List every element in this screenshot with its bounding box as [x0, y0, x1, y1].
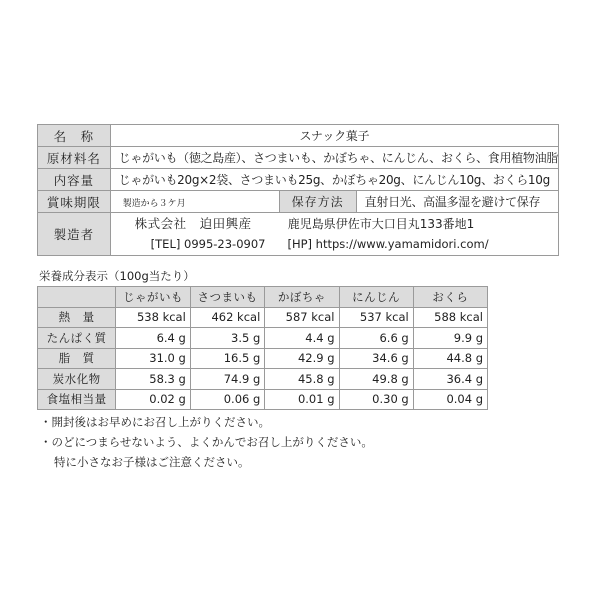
table-cell: 45.8 g [265, 369, 339, 390]
table-cell: 31.0 g [116, 348, 190, 369]
table-cell: 0.04 g [413, 389, 487, 410]
row-label: 熱 量 [38, 307, 116, 328]
name-row [38, 125, 559, 147]
name-label: 名 称 [38, 125, 111, 147]
note-line-3: 特に小さなお子様はご注意ください。 [54, 455, 250, 469]
nutrition-header-row [38, 287, 488, 308]
product-info-table [37, 124, 559, 256]
table-cell: 537 kcal [339, 307, 413, 328]
row-label: 炭水化物 [38, 369, 116, 390]
note-line-2: ・のどにつまらせないよう、よくかんでお召し上がりください。 [40, 435, 373, 449]
table-row [38, 328, 488, 349]
maker-tel: [TEL] 0995-23-0907 [150, 237, 266, 251]
name-value: スナック菓子 [110, 125, 558, 147]
column-header: かぼちゃ [265, 287, 339, 308]
maker-line-2 [111, 234, 558, 254]
row-label: たんぱく質 [38, 328, 116, 349]
shelf-life-label: 賞味期限 [38, 191, 111, 213]
column-header: さつまいも [190, 287, 264, 308]
table-cell: 16.5 g [190, 348, 264, 369]
table-cell: 0.02 g [116, 389, 190, 410]
maker-label: 製造者 [38, 213, 111, 256]
column-header: にんじん [339, 287, 413, 308]
table-row [38, 389, 488, 410]
table-cell: 0.01 g [265, 389, 339, 410]
table-cell: 3.5 g [190, 328, 264, 349]
table-cell: 538 kcal [116, 307, 190, 328]
table-cell: 6.6 g [339, 328, 413, 349]
shelf-storage-row [38, 191, 559, 213]
maker-line-1 [111, 214, 558, 234]
table-cell: 6.4 g [116, 328, 190, 349]
ingredients-row [38, 147, 559, 169]
table-cell: 49.8 g [339, 369, 413, 390]
table-cell: 587 kcal [265, 307, 339, 328]
column-header: おくら [413, 287, 487, 308]
maker-row [38, 213, 559, 256]
table-cell: 462 kcal [190, 307, 264, 328]
table-cell: 9.9 g [413, 328, 487, 349]
table-row [38, 348, 488, 369]
shelf-life-text: 製造から３ケ月 [122, 198, 186, 209]
table-cell: 0.30 g [339, 389, 413, 410]
maker-address: 鹿児島県伊佐市大口目丸133番地1 [287, 217, 475, 231]
nutrition-header-blank [38, 287, 116, 308]
table-cell: 74.9 g [190, 369, 264, 390]
shelf-life-value [110, 191, 279, 213]
maker-value [110, 213, 558, 256]
table-cell: 44.8 g [413, 348, 487, 369]
table-row [38, 369, 488, 390]
ingredients-label: 原材料名 [38, 147, 111, 169]
row-label: 脂 質 [38, 348, 116, 369]
storage-value: 直射日光、高温多湿を避けて保存 [356, 191, 558, 213]
table-row [38, 307, 488, 328]
ingredients-value: じゃがいも（徳之島産）、さつまいも、かぼちゃ、にんじん、おくら、食用植物油脂 [110, 147, 558, 169]
column-header: じゃがいも [116, 287, 190, 308]
nutrition-title: 栄養成分表示（100g当たり） [39, 269, 195, 283]
nutrition-table [37, 286, 488, 410]
contents-row [38, 169, 559, 191]
contents-label: 内容量 [38, 169, 111, 191]
contents-value: じゃがいも20g×2袋、さつまいも25g、かぼちゃ20g、にんじん10g、おくら10g [110, 169, 558, 191]
table-cell: 58.3 g [116, 369, 190, 390]
maker-company: 株式会社 迫田興産 [134, 216, 252, 231]
table-cell: 4.4 g [265, 328, 339, 349]
table-cell: 42.9 g [265, 348, 339, 369]
table-cell: 36.4 g [413, 369, 487, 390]
note-line-1: ・開封後はお早めにお召し上がりください。 [40, 415, 270, 429]
table-cell: 34.6 g [339, 348, 413, 369]
storage-label: 保存方法 [279, 191, 356, 213]
row-label: 食塩相当量 [38, 389, 116, 410]
table-cell: 588 kcal [413, 307, 487, 328]
maker-hp: [HP] https://www.yamamidori.com/ [287, 237, 489, 251]
table-cell: 0.06 g [190, 389, 264, 410]
